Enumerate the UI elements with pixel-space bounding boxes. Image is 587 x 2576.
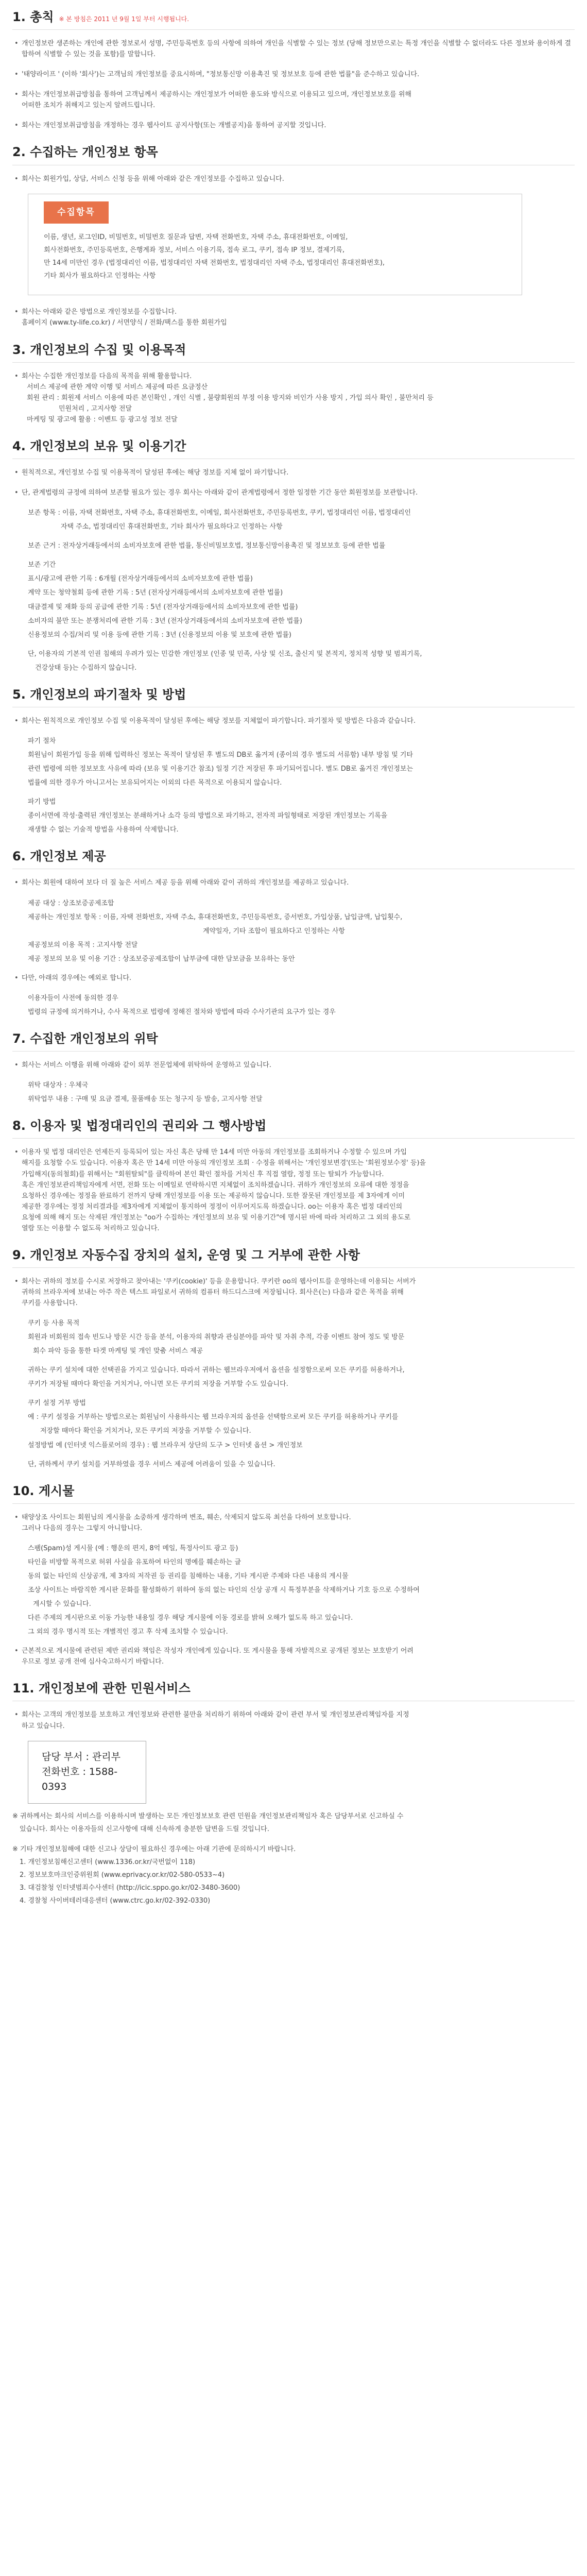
cookie-choice: 귀하는 쿠키 설치에 대한 선택권을 가지고 있습니다. 따라서 귀하는 웹브라우저에서 옵션을 설정함으로써 모든 쿠키를 허용하거나, 쿠키가 저장될 때마다 확인을 거치거나, 아니면 모든 쿠키의 저장을 거부할 수도 있습니다. (28, 1366, 405, 1388)
section-purpose (12, 342, 575, 425)
list-item: 마케팅 및 광고에 활용 : 이벤트 등 광고성 정보 전달 (27, 415, 178, 423)
collection-items-tab: 수집항목 (44, 201, 109, 224)
complaint-note: ※ 귀하께서는 회사의 서비스를 이용하시며 발생하는 모든 개인정보보호 관련 민원을 개인정보관리책임자 혹은 담당부서로 신고하실 수 있습니다. 회사는 이용자들의 신고사항에 대해 신속하게 충분한 답변을 드릴 것입니다. (12, 1812, 404, 1833)
contact-box (28, 1741, 146, 1804)
section-posts (12, 1483, 575, 1668)
list-item: 2. 정보보호마크인증위원회 (www.eprivacy.or.kr/02-580-0533~4) (20, 1871, 225, 1879)
section-provision (12, 849, 575, 1018)
section-destruction (12, 687, 575, 836)
paragraph: • 회사는 개인정보취급방침을 통하여 고객님께서 제공하시는 개인정보가 어떠한 용도와 방식으로 이용되고 있으며, 개인정보보호를 위해 어떠한 조치가 취해지고 있는지 알려드립니다. (12, 89, 575, 111)
posts-exceptions: 스팸(Spam)성 게시물 (예 : 행운의 편지, 8억 메일, 특정사이트 광고 등) 타인을 비방할 목적으로 허위 사실을 유포하여 타인의 명예를 훼손하는 글 동의 없는 타인의 신상공개, 제 3자의 저작권 등 권리를 침해하는 내용, 기타 게시판 주제와 다른 내용의 게시물 조상 사이트는 바람직한 게시판 문화를 활성화하기 위하여 동의 없는 타인의 신상 공개 시 특정부분을 삭제하거나 기호 등으로 수정하여 게시할 수 있습니다. 다른 주제의 게시판으로 이동 가능한 내용일 경우 해당 게시물에 이동 경로를 밝혀 오해가 없도록 하고 있습니다. 그 외의 경우 명시적 또는 개별적인 경고 후 삭제 조치할 수 있습니다. (28, 1544, 420, 1636)
section-title: 5. 개인정보의 파기절차 및 방법 (12, 687, 575, 707)
section-complaints (12, 1681, 575, 1906)
collection-methods: 홈페이지 (www.ty-life.co.kr) / 서면양식 / 전화/팩스를 통한 회원가입 (22, 319, 227, 327)
section-collected-items (12, 144, 575, 328)
list-item: 3. 대검찰청 인터넷범죄수사센터 (http://icic.sppo.go.kr/02-3480-3600) (20, 1884, 240, 1892)
section-title: 11. 개인정보에 관한 민원서비스 (12, 1681, 575, 1701)
section-general (12, 9, 575, 131)
paragraph: • 회사는 개인정보취급방침을 개정하는 경우 웹사이트 공지사항(또는 개별공지)을 통하여 공지할 것입니다. (12, 120, 575, 131)
section-title: 6. 개인정보 제공 (12, 849, 575, 869)
section-retention (12, 438, 575, 673)
section-title: 10. 게시물 (12, 1483, 575, 1504)
list-item: 서비스 제공에 관한 계약 이행 및 서비스 제공에 따른 요금정산 (27, 383, 208, 391)
other-agencies-note: ※ 기타 개인정보침해에 대한 신고나 상담이 필요하신 경우에는 아래 기관에 문의하시기 바랍니다. 1. 개인정보침해신고센터 (www.1336.or.kr/국번없이 118) 2. 정보보호마크인증위원회 (www.eprivacy.or.kr/02-580-0533~4) 3. 대검찰청 인터넷범죄수사센터 (http://icic.sppo.go.kr/02-3480-3600) 4. 경찰청 사이버테러대응센터 (www.ctrc.go.kr/02-392-0330) (12, 1844, 575, 1906)
retention-basis: 보존 근거 : 전자상거래등에서의 소비자보호에 관한 법률, 통신비밀보호법, 정보통신망이용촉진 및 정보보호 등에 관한 법률 (28, 542, 386, 550)
list-item: 4. 경찰청 사이버테러대응센터 (www.ctrc.go.kr/02-392-0330) (20, 1897, 211, 1905)
section-title: 2. 수집하는 개인정보 항목 (12, 144, 575, 165)
section-title: 7. 수집한 개인정보의 위탁 (12, 1031, 575, 1052)
paragraph: • 회사는 서비스 이행을 위해 아래와 같이 외부 전문업체에 위탁하여 운영하고 있습니다. (12, 1060, 575, 1071)
paragraph: • 단, 관계법령의 규정에 의하여 보존할 필요가 있는 경우 회사는 아래와 같이 관계법령에서 정한 일정한 기간 동안 회원정보를 보관합니다. (12, 487, 575, 498)
paragraph: • '태양라이프 ' (이하 '회사')는 고객님의 개인정보를 중요시하며, "정보통신망 이용촉진 및 정보보호 등에 관한 법률"을 준수하고 있습니다. (12, 69, 575, 80)
destruction-method: 파기 방법 종이서면에 작성·출력된 개인정보는 분쇄하거나 소각 등의 방법으로 파기하고, 전자적 파일형태로 저장된 개인정보는 기록을 재생할 수 없는 기술적 방법을 사용하여 삭제합니다. (28, 798, 388, 834)
paragraph: • 회사는 회원가입, 상담, 서비스 신청 등을 위해 아래와 같은 개인정보를 수집하고 있습니다. (12, 174, 575, 184)
section-title: 8. 이용자 및 법정대리인의 권리와 그 행사방법 (12, 1118, 575, 1139)
paragraph: • 회사는 아래와 같은 방법으로 개인정보를 수집합니다. 홈페이지 (www.ty-life.co.kr) / 서면양식 / 전화/팩스를 통한 회원가입 (12, 307, 575, 328)
list-item: 1. 개인정보침해신고센터 (www.1336.or.kr/국번없이 118) (20, 1858, 196, 1867)
retention-items: 보존 항목 : 이름, 자택 전화번호, 자택 주소, 휴대전화번호, 이메일, 회사전화번호, 주민등록번호, 쿠키, 법정대리인 이름, 법정대리인 자택 주소, 법정대리인 휴대전화번호, 기타 회사가 필요하다고 인정하는 사항 (28, 509, 411, 531)
retention-periods: 보존 기간 표시/광고에 관한 기록 : 6개월 (전자상거래등에서의 소비자보호에 관한 법률) 계약 또는 청약철회 등에 관한 기록 : 5년 (전자상거래등에서의 소비자보호에 관한 법률) 대금결제 및 재화 등의 공급에 관한 기록 : 5년 (전자상거래등에서의 소비자보호에 관한 법률) 소비자의 불만 또는 분쟁처리에 관한 기록 : 3년 (전자상거래등에서의 소비자보호에 관한 법률) 신용정보의 수집/처리 및 이용 등에 관한 기록 : 3년 (신용정보의 이용 및 보호에 관한 법률) (28, 561, 302, 639)
section-outsourcing (12, 1031, 575, 1105)
paragraph: • 회사는 수집한 개인정보를 다음의 목적을 위해 활용합니다. 서비스 제공에 관한 계약 이행 및 서비스 제공에 따른 요금정산 회원 관리 : 회원제 서비스 이용에 따른 본인확인 , 개인 식별 , 불량회원의 부정 이용 방지와 비인가 사용 방지 , 가입 의사 확인 , 불만처리 등 민원처리 , 고지사항 전달 마케팅 및 광고에 활용 : 이벤트 등 광고성 정보 전달 (12, 371, 575, 425)
provision-exceptions: 이용자들이 사전에 동의한 경우 법령의 규정에 의거하거나, 수사 목적으로 법령에 정해진 절차와 방법에 따라 수사기관의 요구가 있는 경우 (28, 994, 336, 1016)
effective-date-note: ※ 본 방침은 2011 년 9월 1일 부터 시행됩니다. (59, 15, 189, 23)
paragraph: • 회사는 고객의 개인정보를 보호하고 개인정보와 관련한 불만을 처리하기 위하여 아래와 같이 관련 부서 및 개인정보관리책임자를 지정 하고 있습니다. (12, 1709, 575, 1731)
list-item: 회원 관리 : 회원제 서비스 이용에 따른 본인확인 , 개인 식별 , 불량회원의 부정 이용 방지와 비인가 사용 방지 , 가입 의사 확인 , 불만처리 등 (27, 394, 434, 402)
list-item: 민원처리 , 고지사항 전달 (59, 404, 132, 413)
section-title: 4. 개인정보의 보유 및 이용기간 (12, 438, 575, 459)
paragraph: • 회사는 귀하의 정보를 수시로 저장하고 찾아내는 '쿠키(cookie)' 등을 운용합니다. 쿠키란 oo의 웹사이트를 운영하는데 이용되는 서버가 귀하의 브라우저에 보내는 아주 작은 텍스트 파일로서 귀하의 컴퓨터 하드디스크에 저장됩니다. 회사은(는) 다음과 같은 목적을 위해 쿠키를 사용합니다. (12, 1276, 575, 1309)
outsourcing-items: 위탁 대상자 : 우체국 위탁업무 내용 : 구매 및 요금 결제, 물품배송 또는 청구지 등 발송, 고지사항 전달 (28, 1081, 263, 1104)
purpose-list (22, 382, 575, 425)
paragraph: • 개인정보란 생존하는 개인에 관한 정보로서 성명, 주민등록번호 등의 사항에 의하여 개인을 식별할 수 있는 정보 (당해 정보만으로는 특정 개인을 식별할 수 없더라도 다른 정보와 용이하게 결합하여 식별할 수 있는 것을 포함)를 말합니다. (12, 38, 575, 60)
section-title: 1. 총칙 ※ 본 방침은 2011 년 9월 1일 부터 시행됩니다. (12, 9, 575, 30)
cookie-refuse: 쿠키 설정 거부 방법 예 : 쿠키 설정을 거부하는 방법으로는 회원님이 사용하시는 웹 브라우저의 옵션을 선택함으로써 모든 쿠키를 허용하거나 쿠키를 저장할 때마다 확인을 거치거나, 모든 쿠키의 저장을 거부할 수 있습니다. 설정방법 예 (인터넷 익스플로어의 경우) : 웹 브라우저 상단의 도구 > 인터넷 옵션 > 개인정보 (28, 1399, 399, 1449)
section-user-rights (12, 1118, 575, 1234)
section-cookies (12, 1247, 575, 1470)
destruction-procedure: 파기 절차 회원님이 회원가입 등을 위해 입력하신 정보는 목적이 달성된 후 별도의 DB로 옮겨져 (종이의 경우 별도의 서류함) 내부 방침 및 기타 관련 법령에 의한 정보보호 사유에 따라 (보유 및 이용기간 참조) 일정 기간 저장된 후 파기되어집니다. 별도 DB로 옮겨진 개인정보는 법률에 의한 경우가 아니고서는 보유되어지는 이외의 다른 목적으로 이용되지 않습니다. (28, 737, 413, 787)
contact-phone: 전화번호 : 1588-0393 (42, 1766, 118, 1793)
paragraph: • 근본적으로 게시물에 관련된 제반 권리와 책임은 작성자 개인에게 있습니다. 또 게시물을 통해 자발적으로 공개된 정보는 보호받기 어려 우므로 정보 공개 전에 심사숙고하시기 바랍니다. (12, 1646, 575, 1667)
section-title: 3. 개인정보의 수집 및 이용목적 (12, 342, 575, 363)
paragraph: • 회사는 원칙적으로 개인정보 수집 및 이용목적이 달성된 후에는 해당 정보를 지체없이 파기합니다. 파기절차 및 방법은 다음과 같습니다. (12, 716, 575, 726)
section-title: 9. 개인정보 자동수집 장치의 설치, 운영 및 그 거부에 관한 사항 (12, 1247, 575, 1268)
collection-items-box: 수집항목 이름, 생년, 로그인ID, 비밀번호, 비밀번호 질문과 답변, 자택 전화번호, 자택 주소, 휴대전화번호, 이메일, 회사전화번호, 주민등록번호, 은행계좌 정보, 서비스 이용기록, 접속 로그, 쿠키, 접속 IP 정보, 결제기록, 만 14세 미만인 경우 (법정대리인 이름, 법정대리인 자택 전화번호, 법정대리인 자택 주소, 법정대리인 휴대전화번호), 기타 회사가 필요하다고 인정하는 사항 (28, 194, 522, 296)
cookie-note: 단, 귀하께서 쿠키 설치를 거부하였을 경우 서비스 제공에 어려움이 있을 수 있습니다. (28, 1460, 275, 1468)
sensitive-info-note: 단, 이용자의 기본적 인권 침해의 우려가 있는 민감한 개인정보 (인종 및 민족, 사상 및 신조, 출신지 및 본적지, 정치적 성향 및 범죄기록, 건강상태 등)는 수집하지 않습니다. (28, 650, 422, 672)
paragraph: • 이용자 및 법정 대리인은 언제든지 등록되어 있는 자신 혹은 당해 만 14세 미만 아동의 개인정보를 조회하거나 수정할 수 있으며 가입 해지를 요청할 수도 있습니다. 이용자 혹은 만 14세 미만 아동의 개인정보 조회 · 수정을 위해서는 '개인정보변경'(또는 '회원정보수정' 등)을 가입해지(동의철회)를 위해서는 "회원탈퇴"를 클릭하여 본인 확인 절차를 거치신 후 직접 열람, 정정 또는 탈퇴가 가능합니다. 혹은 개인정보관리책임자에게 서면, 전화 또는 이메일로 연락하시면 지체없이 조치하겠습니다. 귀하가 개인정보의 오류에 대한 정정을 요청하신 경우에는 정정을 완료하기 전까지 당해 개인정보를 이용 또는 제공하지 않습니다. 또한 잘못된 개인정보를 제 3자에게 이미 제공한 경우에는 정정 처리결과를 제3자에게 지체없이 통지하여 정정이 이루어지도록 하겠습니다. oo는 이용자 혹은 법정 대리인의 요청에 의해 해지 또는 삭제된 개인정보는 "oo가 수집하는 개인정보의 보유 및 이용기간"에 명시된 바에 따라 처리하고 그 외의 용도로 열람 또는 이용할 수 없도록 처리하고 있습니다. (12, 1147, 575, 1233)
contact-department: 담당 부서 : 관리부 (42, 1751, 120, 1762)
agency-list (12, 1857, 575, 1906)
paragraph: • 회사는 회원에 대하여 보다 더 질 높은 서비스 제공 등을 위해 아래와 같이 귀하의 개인정보를 제공하고 있습니다. (12, 877, 575, 888)
paragraph: • 태양상조 사이트는 회원님의 게시물을 소중하게 생각하며 변조, 훼손, 삭제되지 않도록 최선을 다하여 보호합니다. 그러나 다음의 경우는 그렇지 아니합니다. (12, 1512, 575, 1534)
paragraph: • 다만, 아래의 경우에는 예외로 합니다. (12, 973, 575, 984)
paragraph: • 원칙적으로, 개인정보 수집 및 이용목적이 달성된 후에는 해당 정보를 지체 없이 파기합니다. (12, 467, 575, 478)
provision-items: 제공 대상 : 상조보증공제조합 제공하는 개인정보 항목 : 이름, 자택 전화번호, 자택 주소, 휴대전화번호, 주민등록번호, 증서번호, 가입상품, 납입금액, 납입횟수, 계약일자, 기타 조합이 필요하다고 인정하는 사항 제공정보의 이용 목적 : 고지사항 전달 제공 정보의 보유 및 이용 기간 : 상조보증공제조합이 납부금에 대한 담보금을 보유하는 동안 (28, 899, 403, 963)
cookie-purpose: 쿠키 등 사용 목적 회원과 비회원의 접속 빈도나 방문 시간 등을 분석, 이용자의 취향과 관심분야를 파악 및 자취 추적, 각종 이벤트 참여 정도 및 방문 회수 파악 등을 통한 타겟 마케팅 및 개인 맞춤 서비스 제공 (28, 1319, 405, 1355)
